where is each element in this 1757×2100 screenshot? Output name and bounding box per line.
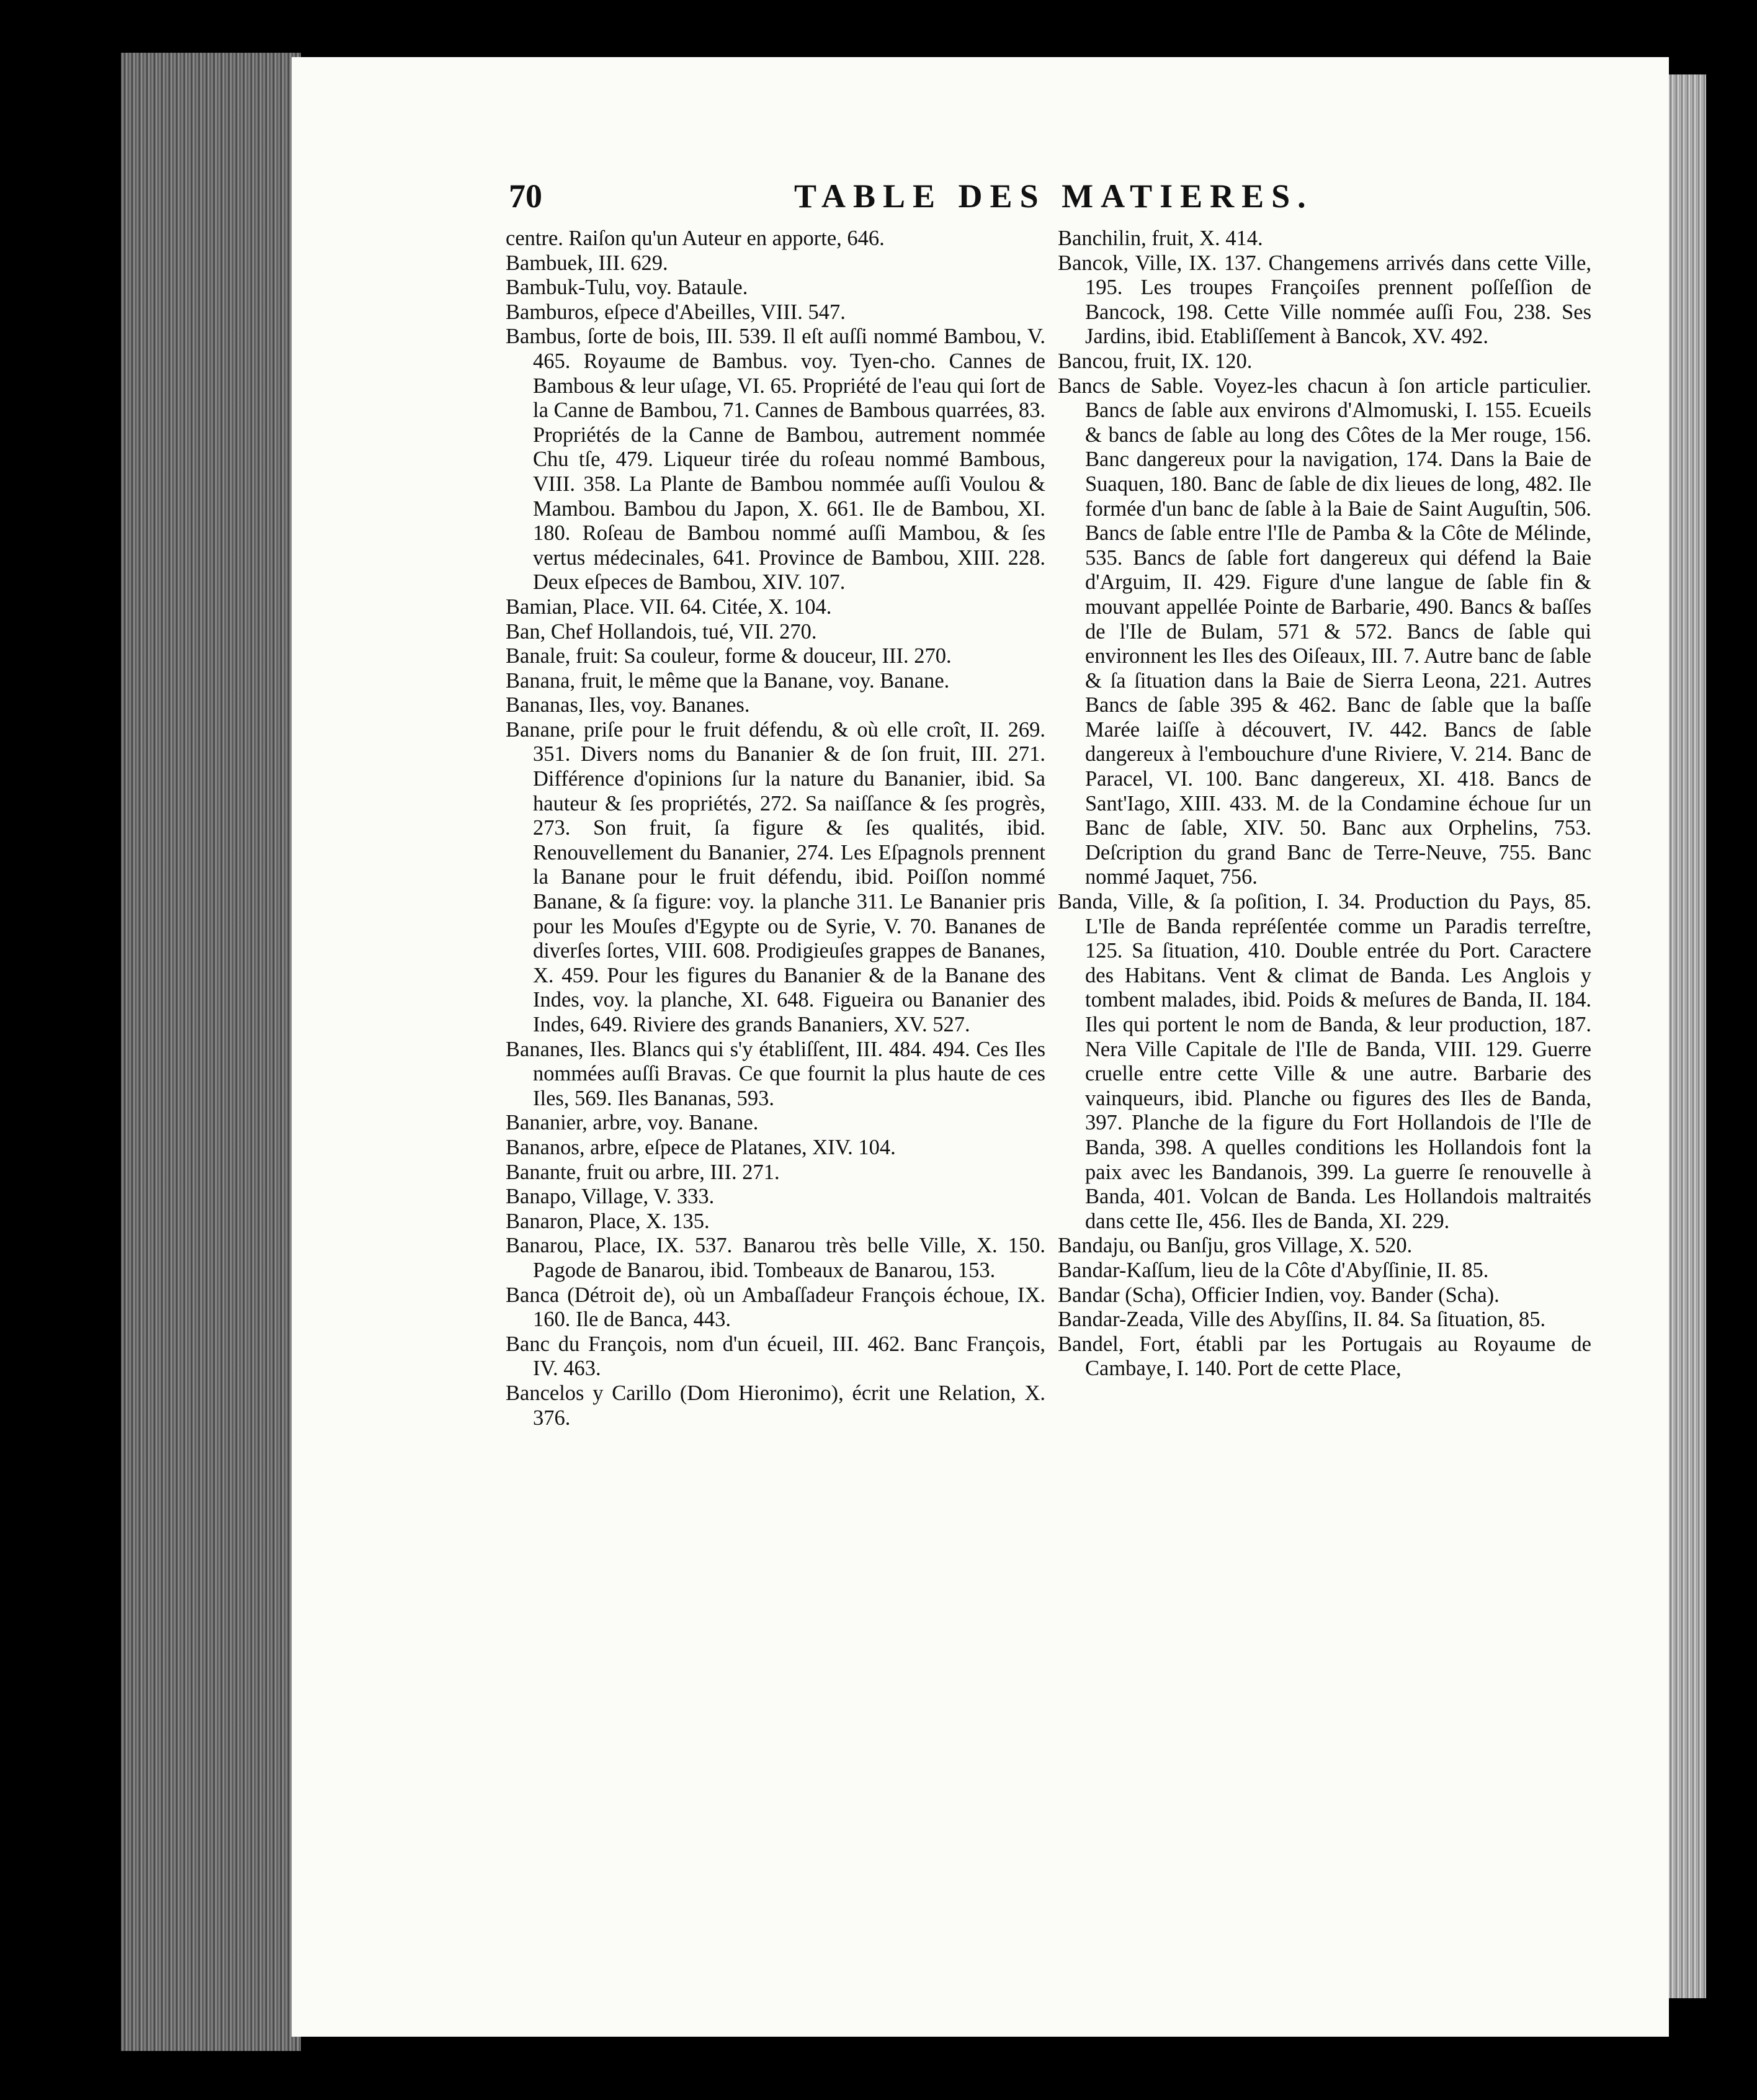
index-entry: Bamian, Place. VII. 64. Citée, X. 104. — [506, 595, 832, 619]
index-entry: Bandar-Kaſſum, lieu de la Côte d'Abyſſinie, II. 85. — [1058, 1258, 1489, 1282]
index-entry: Bananos, arbre, eſpece de Platanes, XIV. 104. — [506, 1135, 896, 1159]
running-title: TABLE DES MATIERES. — [794, 177, 1313, 215]
index-entry: Banale, fruit: Sa couleur, forme & douceur, III. 270. — [506, 644, 952, 668]
index-entry: Bancok, Ville, IX. 137. Changemens arrivés dans cette Ville, 195. Les troupes Françoiſes prennent poſſeſſion de Bancock, 198. Cette Ville nommée auſſi Fou, 238. Ses Jardins, ibid. Etabliſſement à Bancok, XV. 492. — [1058, 251, 1591, 349]
index-entry: Bamburos, eſpece d'Abeilles, VIII. 547. — [506, 300, 846, 324]
index-entry: Bananas, Iles, voy. Bananes. — [506, 693, 750, 717]
index-entry: Bambuk-Tulu, voy. Bataule. — [506, 276, 748, 300]
index-entry: Banante, fruit ou arbre, III. 271. — [506, 1160, 780, 1184]
index-entry: Bancelos y Carillo (Dom Hieronimo), écrit une Relation, X. 376. — [506, 1381, 1045, 1430]
index-entry: Banana, fruit, le même que la Banane, voy. Banane. — [506, 668, 950, 693]
left-column — [506, 227, 1045, 1430]
page-header — [509, 177, 1390, 227]
index-entry: Banaron, Place, X. 135. — [506, 1209, 710, 1233]
index-entry: Banchilin, fruit, X. 414. — [1058, 227, 1263, 250]
index-entry: Bambuek, III. 629. — [506, 251, 668, 275]
page-number: 70 — [509, 177, 542, 215]
index-entry: Banapo, Village, V. 333. — [506, 1185, 715, 1209]
index-entry: Bananes, Iles. Blancs qui s'y établiſſent, III. 484. 494. Ces Iles nommées auſſi Bravas. Ce que fournit la plus haute de ces Iles, 569. Iles Bananas, 593. — [506, 1037, 1045, 1110]
index-entry: Bandaju, ou Banſju, gros Village, X. 520. — [1058, 1234, 1413, 1258]
index-entry: Banc du François, nom d'un écueil, III. 462. Banc François, IV. 463. — [506, 1332, 1045, 1381]
index-entry: Banarou, Place, IX. 537. Banarou très belle Ville, X. 150. Pagode de Banarou, ibid. Tombeaux de Banarou, 153. — [506, 1234, 1045, 1282]
index-entry: Banca (Détroit de), où un Ambaſſadeur François échoue, IX. 160. Ile de Banca, 443. — [506, 1283, 1045, 1332]
index-entry: Banane, priſe pour le fruit défendu, & où elle croît, II. 269. 351. Divers noms du Bananier & de ſon fruit, III. 271. Différence d'opinions ſur la nature du Bananier, ibid. Sa hauteur & ſes propriétés, 272. Sa naiſſance & ſes progrès, 273. Son fruit, ſa figure & ſes qualités, ibid. Renouvellement du Bananier, 274. Les Eſpagnols prennent la Banane pour le fruit défendu, ibid. Poiſſon nommé Banane, & ſa figure: voy. la planche 311. Le Bananier pris pour les Mouſes d'Egypte ou de Syrie, V. 70. Bananes de diverſes ſortes, VIII. 608. Prodigieuſes grappes de Bananes, X. 459. Pour les figures du Bananier & de la Banane des Indes, voy. la planche, XI. 648. Figueira ou Bananier des Indes, 649. Riviere des grands Bananiers, XV. 527. — [506, 717, 1045, 1036]
page-stack-edge — [1669, 74, 1706, 1998]
index-entry: centre. Raiſon qu'un Auteur en apporte, 646. — [506, 227, 885, 250]
index-entry: Banda, Ville, & ſa poſition, I. 34. Production du Pays, 85. L'Ile de Banda repréſentée comme un Paradis terreſtre, 125. Sa ſituation, 410. Double entrée du Port. Caractere des Habitans. Vent & climat de Banda. Les Anglois y tombent malades, ibid. Poids & meſures de Banda, II. 184. Iles qui portent le nom de Banda, & leur production, 187. Nera Ville Capitale de l'Ile de Banda, VIII. 129. Guerre cruelle entre cette Ville & une autre. Barbarie des vainqueurs, ibid. Planche ou figures des Iles de Banda, 397. Planche de la figure du Fort Hollandois de l'Ile de Banda, 398. A quelles conditions les Hollandois font la paix avec les Bandanois, 399. La guerre ſe renouvelle à Banda, 401. Volcan de Banda. Les Hollandois maltraités dans cette Ile, 456. Iles de Banda, XI. 229. — [1058, 890, 1591, 1233]
index-entry: Bandel, Fort, établi par les Portugais au Royaume de Cambaye, I. 140. Port de cette Place, — [1058, 1332, 1591, 1381]
index-entry: Bandar (Scha), Officier Indien, voy. Bander (Scha). — [1058, 1283, 1500, 1307]
index-entry: Bananier, arbre, voy. Banane. — [506, 1111, 759, 1135]
index-entry: Bancs de Sable. Voyez-les chacun à ſon article particulier. Bancs de ſable aux environs d'Almomuski, I. 155. Ecueils & bancs de ſable au long des Côtes de la Mer rouge, 156. Banc dangereux pour la navigation, 174. Dans la Baie de Suaquen, 180. Banc de ſable de dix lieues de long, 482. Ile formée d'un banc de ſable à la Baie de Saint Auguſtin, 506. Bancs de ſable entre l'Ile de Pamba & la Côte de Mélinde, 535. Bancs de ſable fort dangereux qui défend la Baie d'Arguim, II. 429. Figure d'une langue de ſable fin & mouvant appellée Pointe de Barbarie, 490. Bancs & baſſes de l'Ile de Bulam, 571 & 572. Bancs de ſable qui environnent les Iles des Oiſeaux, III. 7. Autre banc de ſable & ſa ſituation dans la Baie de Sierra Leona, 221. Autres Bancs de ſable 395 & 462. Banc de ſable que la baſſe Marée laiſſe à découvert, IV. 442. Bancs de ſable dangereux à l'embouchure d'une Riviere, V. 214. Banc de Paracel, VI. 100. Banc dangereux, XI. 418. Bancs de Sant'Iago, XIII. 433. M. de la Condamine échoue ſur un Banc de ſable, XIV. 50. Banc aux Orphelins, 753. Deſcription du grand Banc de Terre-Neuve, 755. Banc nommé Jaquet, 756. — [1058, 374, 1591, 889]
index-entry: Ban, Chef Hollandois, tué, VII. 270. — [506, 619, 817, 644]
index-entry: Bambus, ſorte de bois, III. 539. Il eſt auſſi nommé Bambou, V. 465. Royaume de Bambus. voy. Tyen-cho. Cannes de Bambous & leur uſage, VI. 65. Propriété de l'eau qui ſort de la Canne de Bambou, 71. Cannes de Bambous quarrées, 83. Propriétés de la Canne de Bambou, autrement nommée Chu tſe, 479. Liqueur tirée du roſeau nommé Bambous, VIII. 358. La Plante de Bambou nommée auſſi Voulou & Mambou. Bambou du Japon, X. 661. Ile de Bambou, XI. 180. Roſeau de Bambou nommé auſſi Mambou, & ſes vertus médecinales, 641. Province de Bambou, XIII. 228. Deux eſpeces de Bambou, XIV. 107. — [506, 325, 1045, 595]
book-spine-edge — [121, 53, 301, 2051]
right-column — [1058, 227, 1591, 1381]
index-entry: Bancou, fruit, IX. 120. — [1058, 349, 1253, 373]
index-entry: Bandar-Zeada, Ville des Abyſſins, II. 84. Sa ſituation, 85. — [1058, 1308, 1546, 1332]
